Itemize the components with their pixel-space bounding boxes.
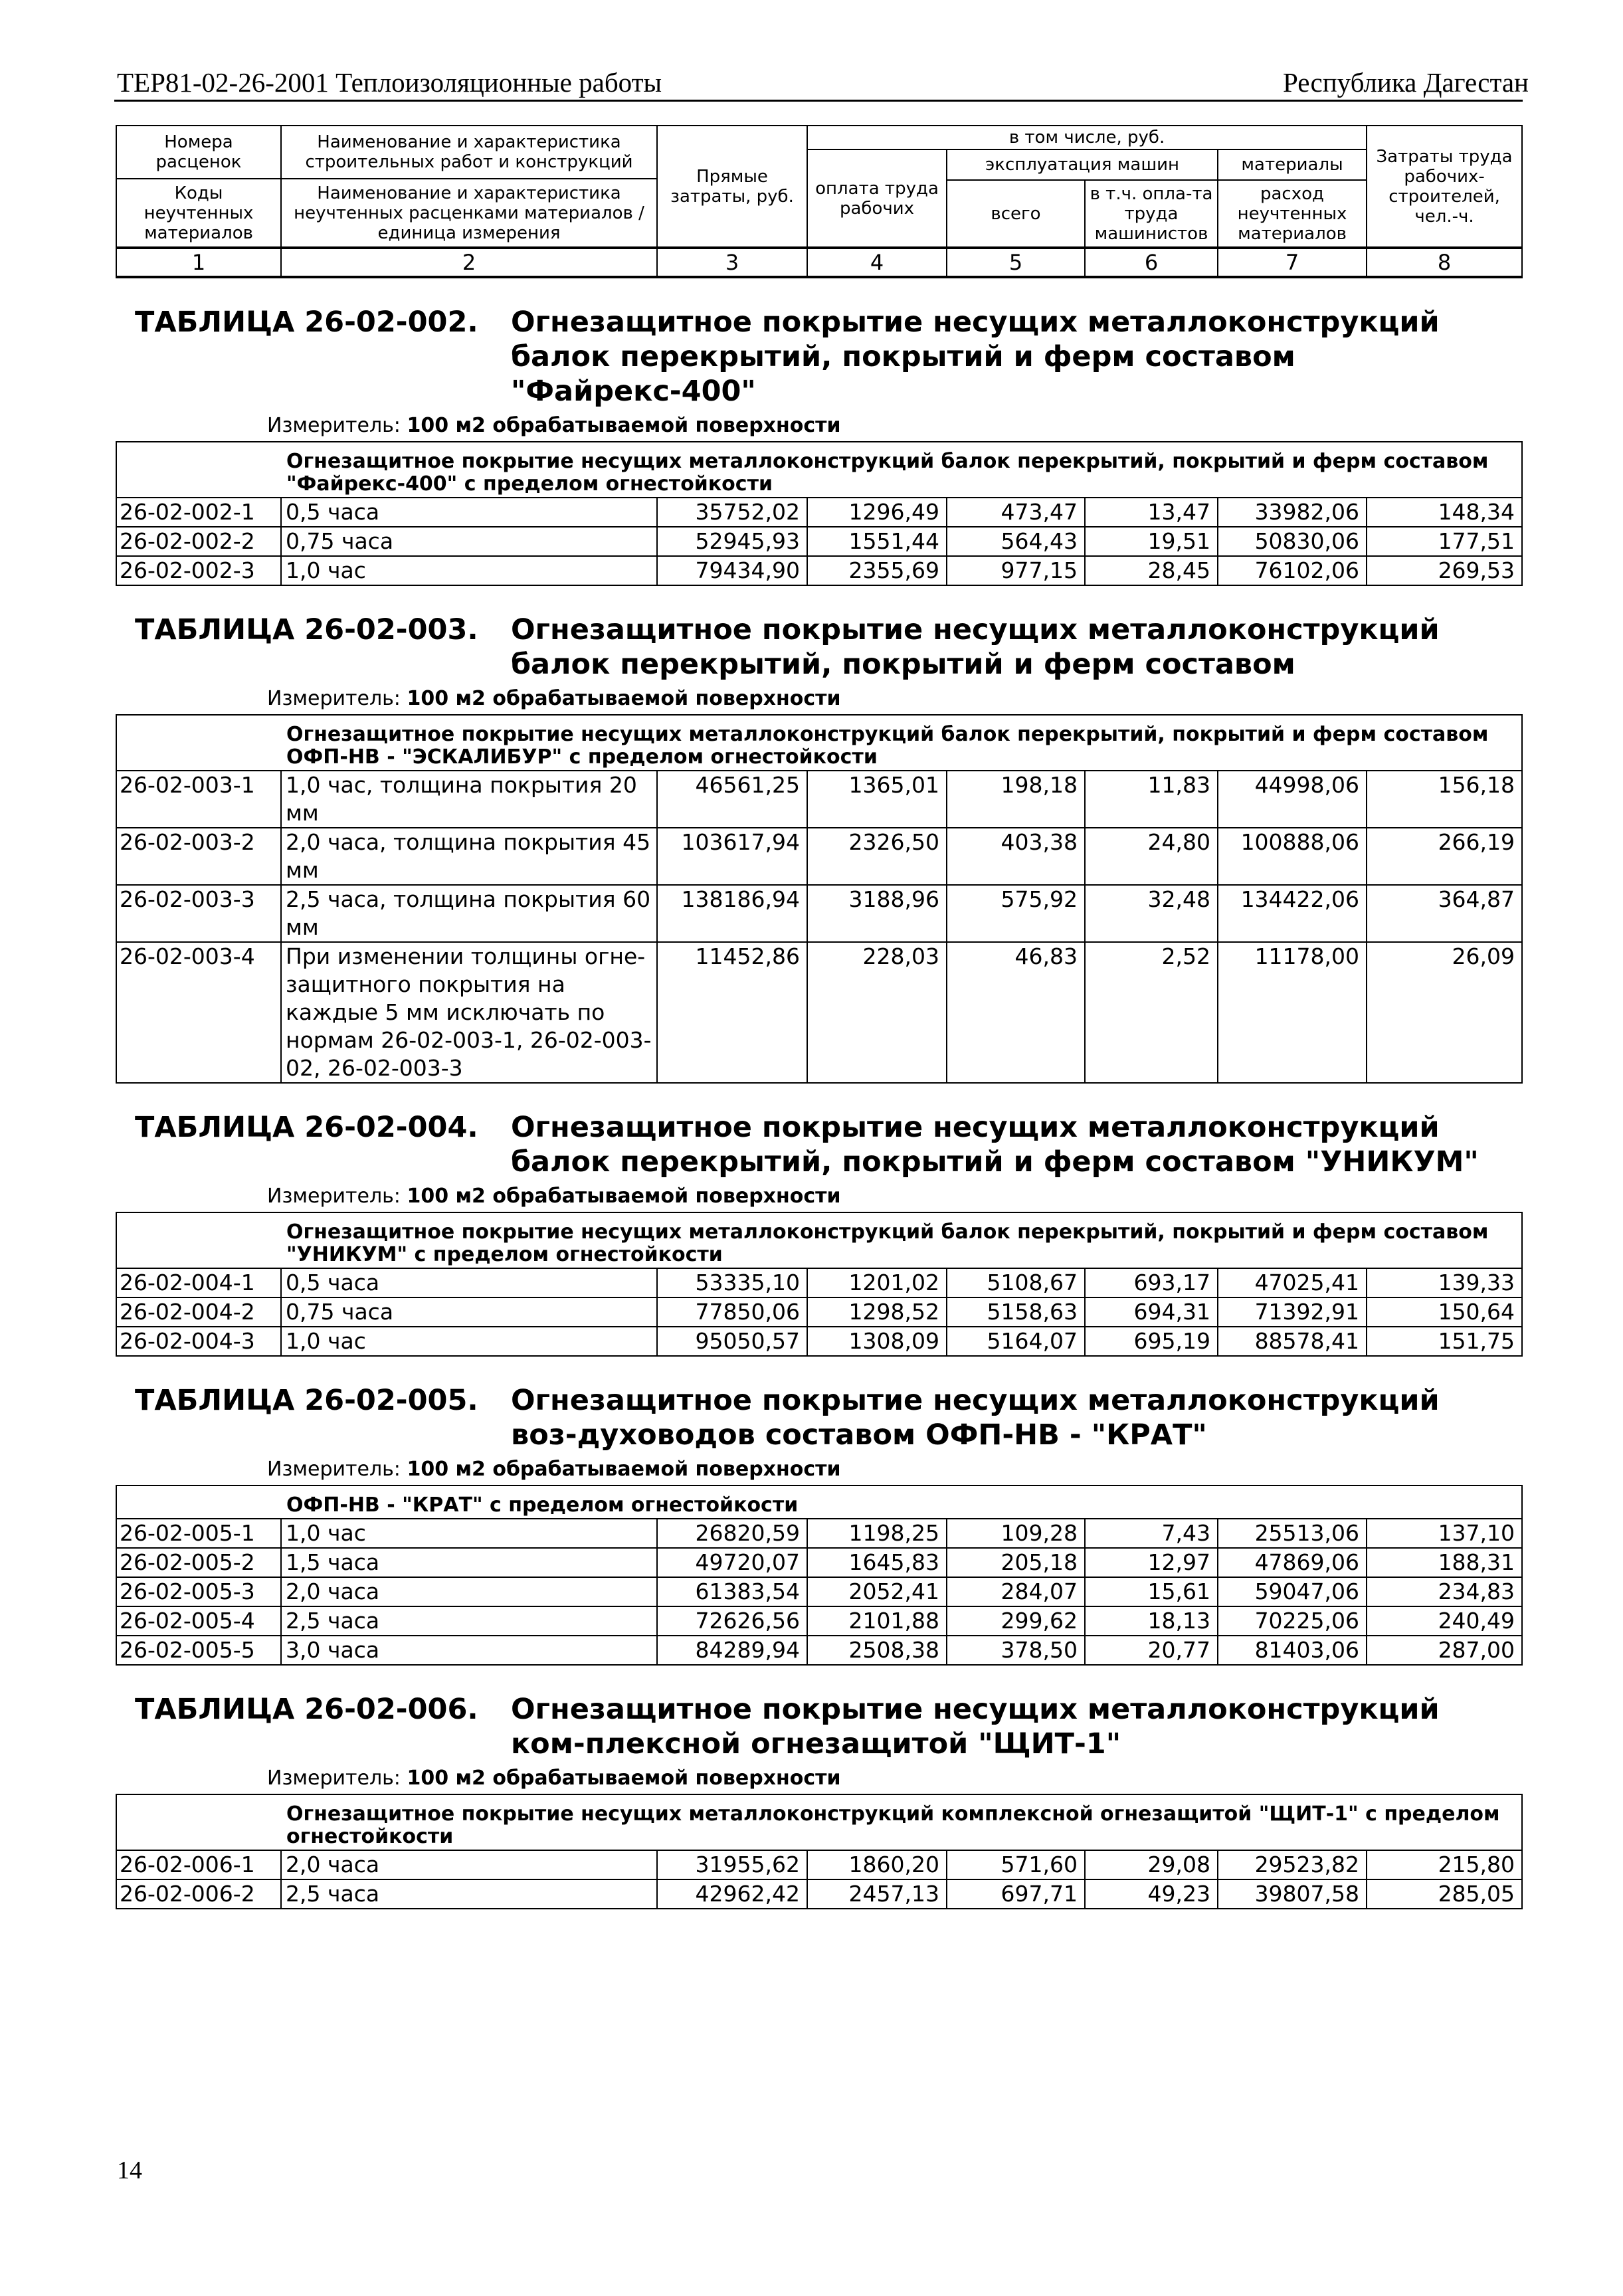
value-c7: 50830,06 [1218,527,1367,556]
value-c4: 1551,44 [807,527,947,556]
value-c5: 205,18 [947,1548,1085,1577]
table-title-row [116,1356,1522,1458]
subtitle-text: Огнезащитное покрытие несущих металлоконструкций балок перекрытий, покрытий и ферм составом ОФП-НВ - "ЭСКАЛИБУР" с пределом огнестойкости [281,715,1522,771]
value-c5: 5108,67 [947,1268,1085,1297]
table-title-text: Огнезащитное покрытие несущих металлоконструкций ком-плексной огнезащитой "ЩИТ-1" [511,1693,1440,1761]
rate-code: 26-02-002-1 [116,498,281,527]
rates-table [116,125,1523,1909]
value-c4: 1308,09 [807,1327,947,1356]
measure-value: 100 м2 обрабатываемой поверхности [407,1767,841,1790]
rate-code: 26-02-002-2 [116,527,281,556]
subtitle-row [116,1794,1522,1850]
measure-label: Измеритель: [267,1767,401,1790]
header-oplata: оплата труда рабочих [807,149,947,248]
value-c7: 25513,06 [1218,1519,1367,1548]
value-c5: 571,60 [947,1850,1085,1879]
table-title-row [116,277,1522,414]
table-number: ТАБЛИЦА 26-02-004. [135,1111,478,1144]
table-row [116,828,1522,885]
value-c4: 1201,02 [807,1268,947,1297]
value-c7: 76102,06 [1218,556,1367,585]
value-c5: 109,28 [947,1519,1085,1548]
value-c3: 11452,86 [657,942,807,1083]
value-c6: 695,19 [1085,1327,1218,1356]
rate-code: 26-02-003-2 [116,828,281,885]
value-c4: 2101,88 [807,1606,947,1636]
rate-name: 2,5 часа [281,1879,657,1909]
value-c3: 52945,93 [657,527,807,556]
col-number: 5 [947,248,1085,277]
value-c7: 70225,06 [1218,1606,1367,1636]
measure-cell [116,1767,1522,1794]
rate-code: 26-02-005-1 [116,1519,281,1548]
rate-code: 26-02-005-5 [116,1636,281,1665]
value-c4: 3188,96 [807,885,947,942]
value-c7: 33982,06 [1218,498,1367,527]
table-title-cell [116,1083,1522,1185]
value-c4: 2052,41 [807,1577,947,1606]
rate-name: 0,5 часа [281,498,657,527]
rate-name: 1,0 час [281,556,657,585]
table-row [116,556,1522,585]
value-c5: 564,43 [947,527,1085,556]
table-title-text: Огнезащитное покрытие несущих металлоконструкций воз-духоводов составом ОФП-НВ - "КРАТ" [511,1384,1440,1452]
value-c7: 39807,58 [1218,1879,1367,1909]
table-row [116,1850,1522,1879]
table-row [116,1327,1522,1356]
rate-code: 26-02-002-3 [116,556,281,585]
subtitle-row [116,1212,1522,1268]
column-numbers-row [116,248,1522,277]
table-row [116,527,1522,556]
value-c3: 53335,10 [657,1268,807,1297]
table-number: ТАБЛИЦА 26-02-005. [135,1384,478,1417]
value-c8: 215,80 [1367,1850,1522,1879]
value-c6: 28,45 [1085,556,1218,585]
rate-code: 26-02-004-1 [116,1268,281,1297]
subtitle-spacer [116,1794,281,1850]
value-c5: 198,18 [947,771,1085,828]
value-c8: 148,34 [1367,498,1522,527]
measure-row [116,1458,1522,1485]
value-c3: 84289,94 [657,1636,807,1665]
value-c3: 31955,62 [657,1850,807,1879]
page-number: 14 [117,2156,142,2184]
value-c4: 1298,52 [807,1297,947,1327]
rate-code: 26-02-004-3 [116,1327,281,1356]
header-rashod: расход неучтенных материалов [1218,180,1367,248]
value-c3: 46561,25 [657,771,807,828]
value-c4: 2457,13 [807,1879,947,1909]
col-number: 8 [1367,248,1522,277]
value-c7: 11178,00 [1218,942,1367,1083]
value-c3: 79434,90 [657,556,807,585]
value-c3: 49720,07 [657,1548,807,1577]
value-c4: 228,03 [807,942,947,1083]
header-rule [114,100,1523,102]
value-c6: 13,47 [1085,498,1218,527]
measure-row [116,1185,1522,1212]
value-c4: 2355,69 [807,556,947,585]
value-c8: 287,00 [1367,1636,1522,1665]
measure-row [116,687,1522,715]
measure-cell [116,414,1522,442]
value-c8: 364,87 [1367,885,1522,942]
value-c7: 88578,41 [1218,1327,1367,1356]
value-c7: 71392,91 [1218,1297,1367,1327]
measure-cell [116,1458,1522,1485]
subtitle-row [116,442,1522,498]
value-c6: 49,23 [1085,1879,1218,1909]
col-number: 7 [1218,248,1367,277]
rate-name: 1,0 час [281,1327,657,1356]
value-c5: 46,83 [947,942,1085,1083]
rate-name: 0,5 часа [281,1268,657,1297]
rate-sections [116,277,1522,1909]
col-number: 3 [657,248,807,277]
table-row [116,1297,1522,1327]
table-row [116,498,1522,527]
value-c6: 15,61 [1085,1577,1218,1606]
subtitle-spacer [116,1212,281,1268]
table-title [116,1666,1522,1767]
value-c3: 77850,06 [657,1297,807,1327]
value-c5: 5164,07 [947,1327,1085,1356]
rate-name: 2,5 часа, толщина покрытия 60 мм [281,885,657,942]
rate-name: 2,5 часа [281,1606,657,1636]
value-c8: 151,75 [1367,1327,1522,1356]
subtitle-spacer [116,1485,281,1519]
rate-name: 2,0 часа [281,1577,657,1606]
table-title [116,1084,1522,1185]
table-title-text: Огнезащитное покрытие несущих металлоконструкций балок перекрытий, покрытий и ферм составом "Файрекс-400" [511,306,1440,408]
value-c8: 137,10 [1367,1519,1522,1548]
header-materialy: материалы [1218,149,1367,180]
table-title-row [116,585,1522,687]
value-c8: 240,49 [1367,1606,1522,1636]
value-c6: 20,77 [1085,1636,1218,1665]
value-c8: 139,33 [1367,1268,1522,1297]
value-c7: 29523,82 [1218,1850,1367,1879]
col-number: 6 [1085,248,1218,277]
rate-code: 26-02-003-4 [116,942,281,1083]
value-c8: 156,18 [1367,771,1522,828]
value-c6: 24,80 [1085,828,1218,885]
header-vtch: в т.ч. опла-та труда машинистов [1085,180,1218,248]
header-v-tom-chisle: в том числе, руб. [807,126,1367,149]
header-naim-works: Наименование и характеристика строительных работ и конструкций [281,126,657,179]
table-row [116,771,1522,828]
subtitle-text: Огнезащитное покрытие несущих металлоконструкций комплексной огнезащитой "ЩИТ-1" с пределом огнестойкости [281,1794,1522,1850]
header-kody: Коды неучтенных материалов [116,179,281,248]
table-row [116,1268,1522,1297]
measure-value: 100 м2 обрабатываемой поверхности [407,687,841,710]
value-c3: 138186,94 [657,885,807,942]
rate-code: 26-02-005-4 [116,1606,281,1636]
value-c4: 1645,83 [807,1548,947,1577]
rate-code: 26-02-004-2 [116,1297,281,1327]
value-c6: 32,48 [1085,885,1218,942]
value-c7: 47025,41 [1218,1268,1367,1297]
table-title [116,586,1522,687]
header-pryamye: Прямые затраты, руб. [657,126,807,248]
value-c7: 81403,06 [1218,1636,1367,1665]
value-c5: 378,50 [947,1636,1085,1665]
table-title-row [116,1083,1522,1185]
table-row [116,1548,1522,1577]
rate-name: 3,0 часа [281,1636,657,1665]
value-c4: 2326,50 [807,828,947,885]
value-c7: 100888,06 [1218,828,1367,885]
table-number: ТАБЛИЦА 26-02-002. [135,306,478,339]
value-c4: 1860,20 [807,1850,947,1879]
value-c5: 284,07 [947,1577,1085,1606]
header-nomera: Номера расценок [116,126,281,179]
value-c6: 29,08 [1085,1850,1218,1879]
value-c8: 269,53 [1367,556,1522,585]
value-c8: 285,05 [1367,1879,1522,1909]
table-row [116,1879,1522,1909]
measure-cell [116,687,1522,715]
table-title-cell [116,585,1522,687]
rate-code: 26-02-005-2 [116,1548,281,1577]
rate-code: 26-02-006-2 [116,1879,281,1909]
value-c5: 575,92 [947,885,1085,942]
value-c6: 12,97 [1085,1548,1218,1577]
table-row [116,1606,1522,1636]
value-c8: 234,83 [1367,1577,1522,1606]
value-c3: 26820,59 [657,1519,807,1548]
value-c6: 18,13 [1085,1606,1218,1636]
value-c4: 1365,01 [807,771,947,828]
subtitle-row [116,715,1522,771]
value-c7: 47869,06 [1218,1548,1367,1577]
measure-label: Измеритель: [267,687,401,710]
col-number: 1 [116,248,281,277]
table-title-text: Огнезащитное покрытие несущих металлоконструкций балок перекрытий, покрытий и ферм составом [511,613,1440,681]
subtitle-text: ОФП-НВ - "КРАТ" с пределом огнестойкости [281,1485,1522,1519]
value-c6: 7,43 [1085,1519,1218,1548]
value-c4: 1198,25 [807,1519,947,1548]
value-c8: 150,64 [1367,1297,1522,1327]
rate-code: 26-02-003-3 [116,885,281,942]
value-c7: 59047,06 [1218,1577,1367,1606]
rate-name: 2,0 часа [281,1850,657,1879]
table-title-cell [116,1665,1522,1767]
table-row [116,1519,1522,1548]
value-c5: 697,71 [947,1879,1085,1909]
rate-name: 1,5 часа [281,1548,657,1577]
subtitle-spacer [116,442,281,498]
measure-label: Измеритель: [267,1185,401,1208]
value-c3: 42962,42 [657,1879,807,1909]
running-header-region: Республика Дагестан [1283,67,1529,98]
table-title [116,278,1522,414]
value-c6: 693,17 [1085,1268,1218,1297]
rate-name: 2,0 часа, толщина покрытия 45 мм [281,828,657,885]
measure-value: 100 м2 обрабатываемой поверхности [407,414,841,437]
rate-name: При изменении толщины огне-защитного покрытия на каждые 5 мм исключать по нормам 26-02-003-1, 26-02-003-02, 26-02-003-3 [281,942,657,1083]
header-ekspl: эксплуатация машин [947,149,1218,180]
rate-name: 0,75 часа [281,1297,657,1327]
table-number: ТАБЛИЦА 26-02-006. [135,1693,478,1726]
subtitle-text: Огнезащитное покрытие несущих металлоконструкций балок перекрытий, покрытий и ферм составом "Файрекс-400" с пределом огнестойкости [281,442,1522,498]
header-vsego: всего [947,180,1085,248]
value-c8: 266,19 [1367,828,1522,885]
value-c7: 44998,06 [1218,771,1367,828]
measure-value: 100 м2 обрабатываемой поверхности [407,1458,841,1481]
rate-name: 0,75 часа [281,527,657,556]
measure-label: Измеритель: [267,414,401,437]
table-number: ТАБЛИЦА 26-02-003. [135,613,478,646]
measure-row [116,1767,1522,1794]
rate-code: 26-02-003-1 [116,771,281,828]
value-c7: 134422,06 [1218,885,1367,942]
table-title-cell [116,277,1522,414]
table-row [116,1577,1522,1606]
value-c3: 35752,02 [657,498,807,527]
table-row [116,1636,1522,1665]
measure-cell [116,1185,1522,1212]
value-c3: 103617,94 [657,828,807,885]
column-header-block [116,126,1522,277]
value-c6: 694,31 [1085,1297,1218,1327]
value-c8: 177,51 [1367,527,1522,556]
value-c6: 2,52 [1085,942,1218,1083]
header-naim-materials: Наименование и характеристика неучтенных расценками материалов / единица измерения [281,179,657,248]
value-c5: 403,38 [947,828,1085,885]
header-zatraty: Затраты труда рабочих-строителей, чел.-ч. [1367,126,1522,248]
subtitle-spacer [116,715,281,771]
rate-code: 26-02-006-1 [116,1850,281,1879]
measure-value: 100 м2 обрабатываемой поверхности [407,1185,841,1208]
rates-table-wrapper [116,125,1521,1909]
col-number: 4 [807,248,947,277]
measure-label: Измеритель: [267,1458,401,1481]
subtitle-row [116,1485,1522,1519]
value-c5: 299,62 [947,1606,1085,1636]
value-c3: 95050,57 [657,1327,807,1356]
table-title [116,1357,1522,1458]
col-number: 2 [281,248,657,277]
value-c6: 11,83 [1085,771,1218,828]
rate-name: 1,0 час, толщина покрытия 20 мм [281,771,657,828]
value-c5: 473,47 [947,498,1085,527]
value-c6: 19,51 [1085,527,1218,556]
table-row [116,885,1522,942]
measure-row [116,414,1522,442]
table-title-cell [116,1356,1522,1458]
table-row [116,942,1522,1083]
rate-code: 26-02-005-3 [116,1577,281,1606]
value-c3: 72626,56 [657,1606,807,1636]
running-header-title: ТЕР81-02-26-2001 Теплоизоляционные работы [117,67,662,98]
rate-name: 1,0 час [281,1519,657,1548]
value-c4: 1296,49 [807,498,947,527]
value-c5: 5158,63 [947,1297,1085,1327]
value-c3: 61383,54 [657,1577,807,1606]
value-c8: 188,31 [1367,1548,1522,1577]
value-c5: 977,15 [947,556,1085,585]
table-title-text: Огнезащитное покрытие несущих металлоконструкций балок перекрытий, покрытий и ферм составом "УНИКУМ" [511,1111,1479,1179]
table-title-row [116,1665,1522,1767]
value-c8: 26,09 [1367,942,1522,1083]
value-c4: 2508,38 [807,1636,947,1665]
subtitle-text: Огнезащитное покрытие несущих металлоконструкций балок перекрытий, покрытий и ферм составом "УНИКУМ" с пределом огнестойкости [281,1212,1522,1268]
